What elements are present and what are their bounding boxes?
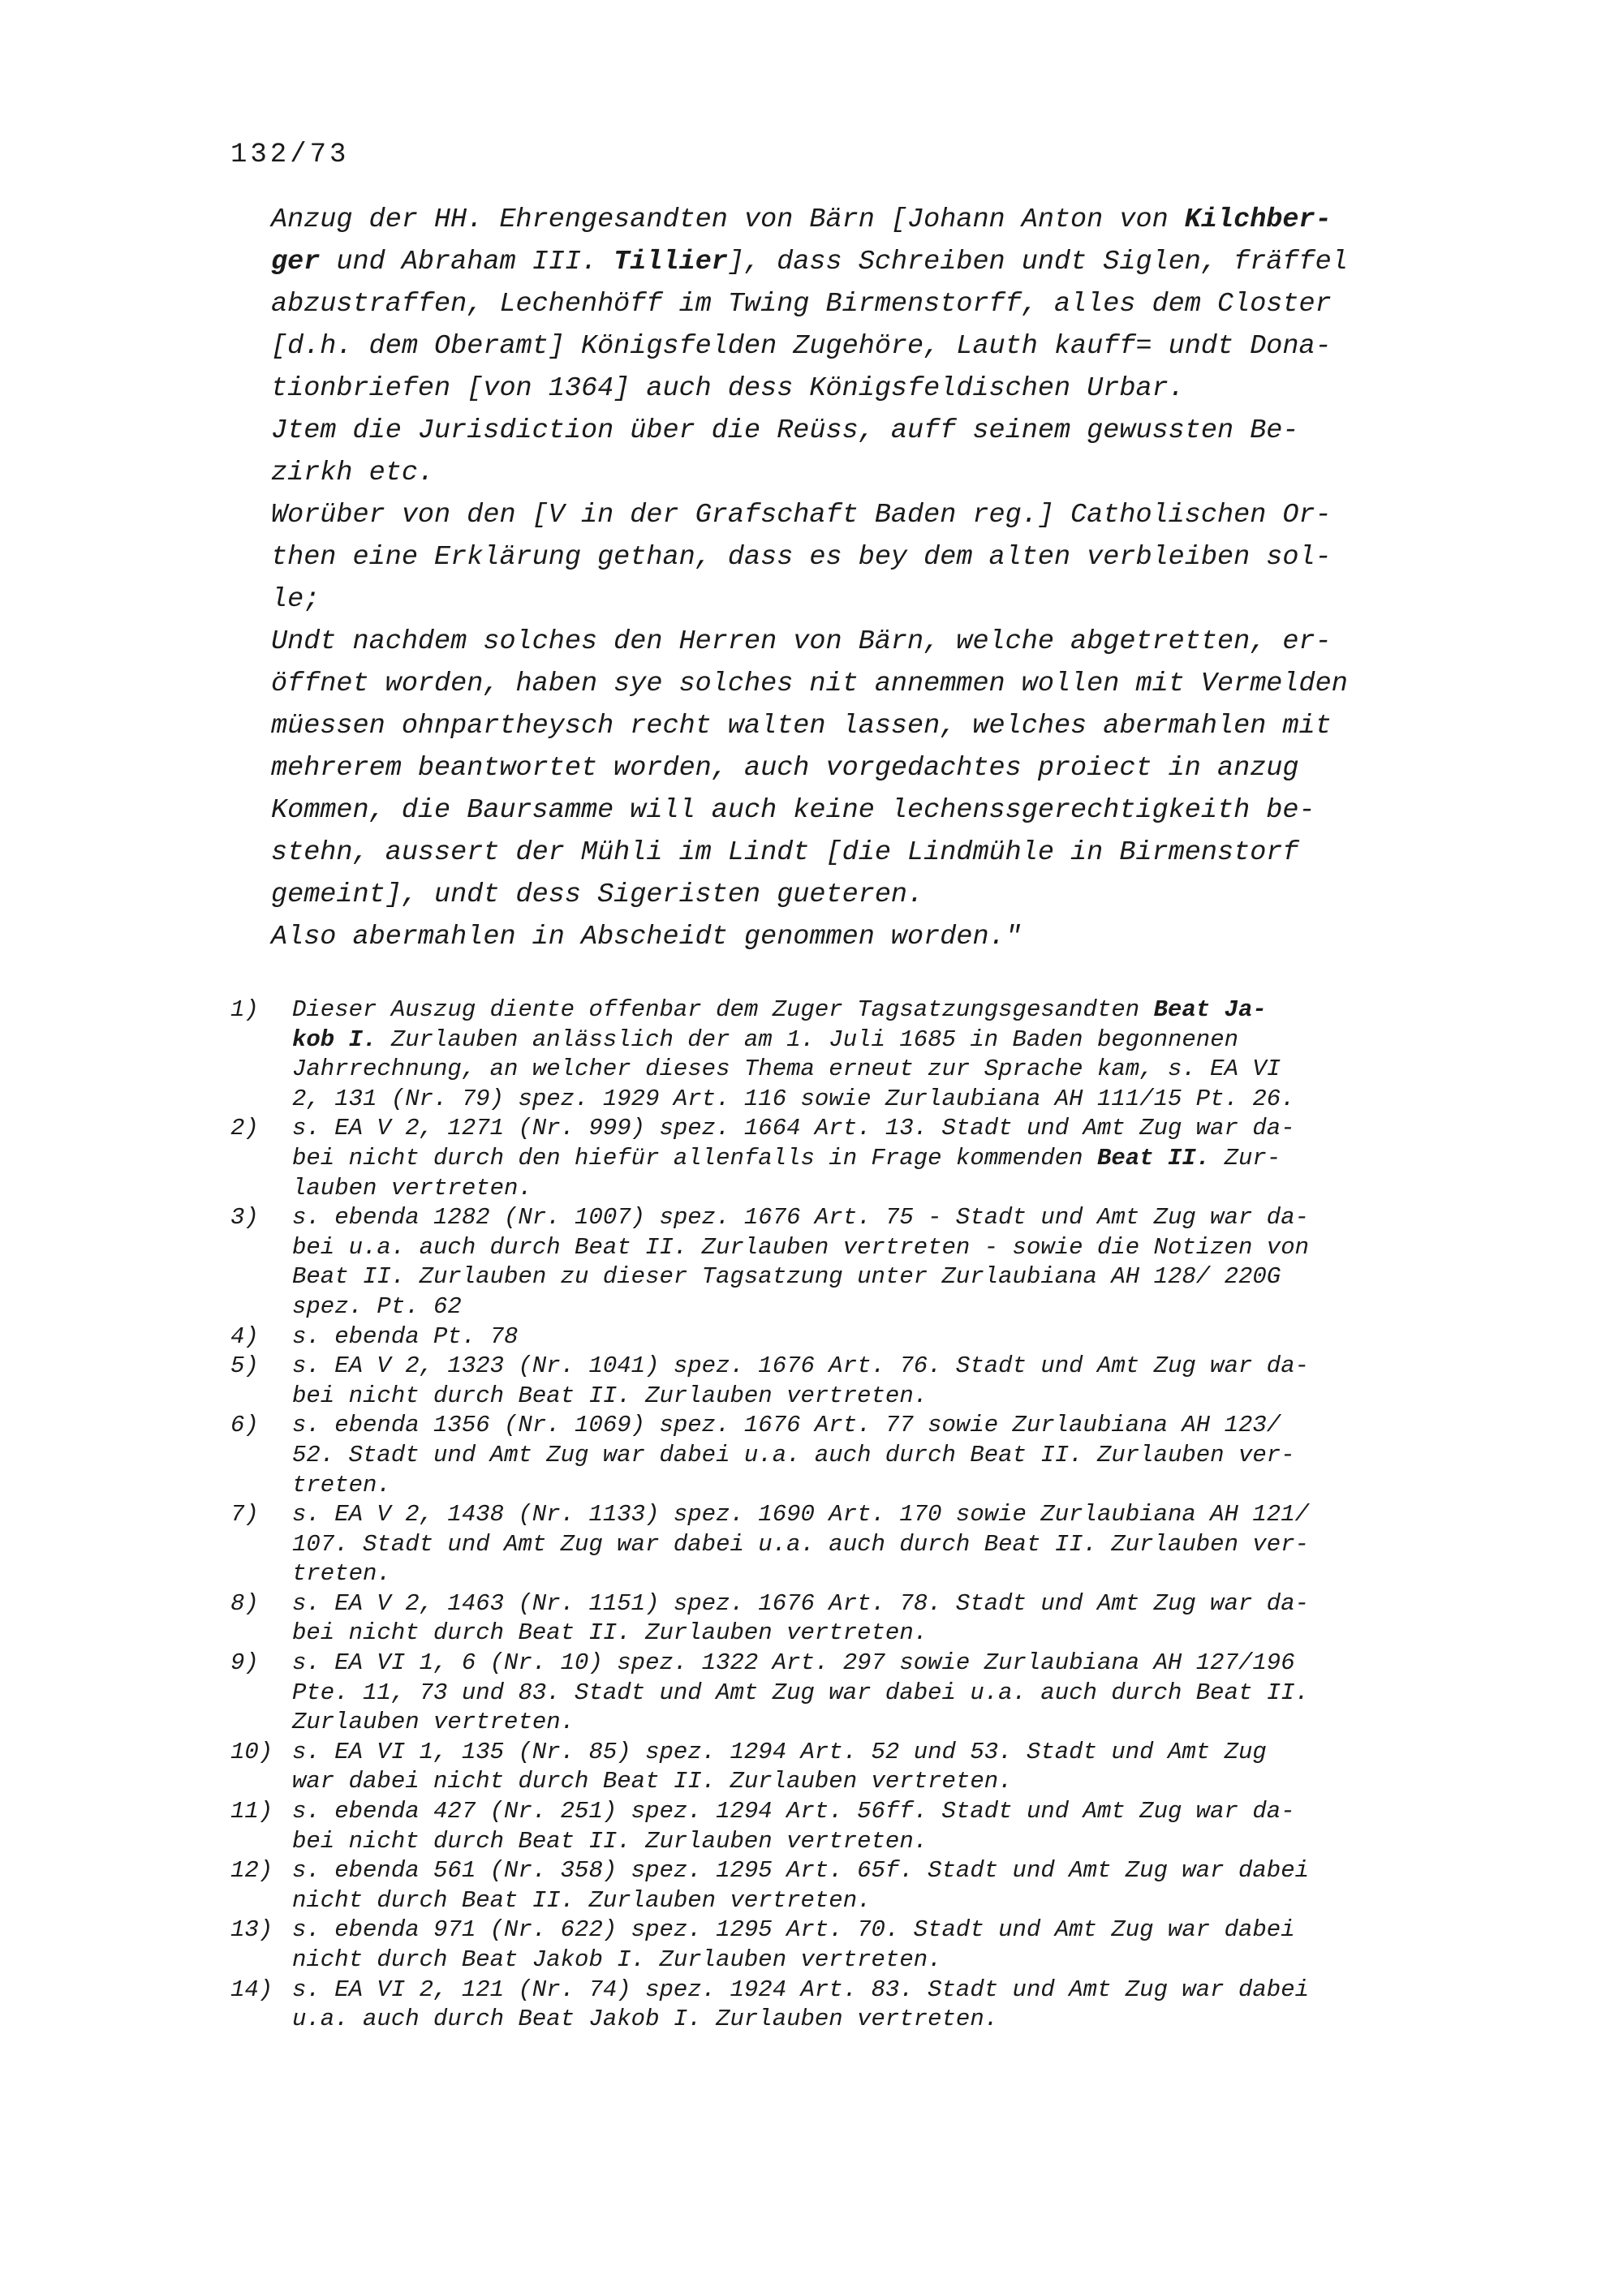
footnote-line xyxy=(292,1114,1496,1144)
text-run: gemeint], undt dess Sigeristen gueteren. xyxy=(271,879,924,910)
text-run: mehrerem beantwortet worden, auch vorgedachtes proiect in anzug xyxy=(271,753,1299,784)
footnote-line xyxy=(292,1382,1496,1412)
footnote xyxy=(230,1411,1496,1500)
text-run: bei u.a. auch durch Beat II. Zurlauben vertreten - sowie die Notizen von xyxy=(292,1233,1310,1261)
text-run: Also abermahlen in Abscheidt genommen worden." xyxy=(271,922,1022,952)
bold-name: ger xyxy=(271,247,321,277)
text-line xyxy=(271,241,1488,283)
footnote-line xyxy=(292,1797,1496,1827)
text-run: s. ebenda 1356 (Nr. 1069) spez. 1676 Art. 77 sowie Zurlaubiana AH 123/ xyxy=(292,1412,1281,1439)
footnote-line xyxy=(292,1233,1496,1263)
text-line xyxy=(271,747,1488,789)
text-run: Jahrrechnung, an welcher dieses Thema erneut zur Sprache kam, s. EA VI xyxy=(292,1056,1281,1083)
footnote xyxy=(230,1856,1496,1915)
footnote-line xyxy=(292,1976,1496,2006)
text-run: s. EA V 2, 1323 (Nr. 1041) spez. 1676 Art. 76. Stadt und Amt Zug war da- xyxy=(292,1352,1310,1380)
text-run: bei nicht durch den hiefür allenfalls in Frage kommenden xyxy=(292,1144,1097,1172)
footnote-number: 11) xyxy=(230,1798,273,1825)
footnote xyxy=(230,1915,1496,1975)
text-run: lauben vertreten. xyxy=(292,1174,532,1202)
footnote xyxy=(230,1322,1496,1352)
footnote xyxy=(230,1738,1496,1797)
text-run: nicht durch Beat Jakob I. Zurlauben vertreten. xyxy=(292,1946,942,1973)
text-run: Zurlauben anlässlich der am 1. Juli 1685 in Baden begonnenen xyxy=(377,1025,1238,1053)
text-run: 2, 131 (Nr. 79) spez. 1929 Art. 116 sowie Zurlaubiana AH 111/15 Pt. 26. xyxy=(292,1085,1295,1112)
bold-name: Kilchber- xyxy=(1184,204,1332,235)
footnote-line xyxy=(292,1174,1496,1204)
text-run: s. ebenda 971 (Nr. 622) spez. 1295 Art. 70. Stadt und Amt Zug war dabei xyxy=(292,1916,1295,1944)
footnote-line xyxy=(292,1589,1496,1619)
footnote xyxy=(230,1203,1496,1322)
footnote-line xyxy=(292,1915,1496,1946)
text-line xyxy=(271,874,1488,916)
text-run: Anzug der HH. Ehrengesandten von Bärn [Johann Anton von xyxy=(271,204,1185,235)
footnote-line xyxy=(292,1559,1496,1589)
footnote-line xyxy=(292,1530,1496,1560)
text-run: s. ebenda 1282 (Nr. 1007) spez. 1676 Art. 75 - Stadt und Amt Zug war da- xyxy=(292,1204,1310,1232)
footnote xyxy=(230,1352,1496,1411)
footnotes-block xyxy=(230,995,1496,2035)
text-run: tionbriefen [von 1364] auch dess Königsfeldischen Urbar. xyxy=(271,373,1185,404)
text-run: zirkh etc. xyxy=(271,458,435,488)
text-run: s. ebenda 561 (Nr. 358) spez. 1295 Art. 65f. Stadt und Amt Zug war dabei xyxy=(292,1857,1310,1885)
footnote-number: 6) xyxy=(230,1412,259,1439)
text-run: öffnet worden, haben sye solches nit annemmen wollen mit Vermelden xyxy=(271,669,1348,699)
bold-name: kob I. xyxy=(292,1025,377,1053)
text-line xyxy=(271,789,1488,832)
footnote-number: 2) xyxy=(230,1115,259,1142)
text-line xyxy=(271,578,1488,621)
text-run: bei nicht durch Beat II. Zurlauben vertreten. xyxy=(292,1827,928,1855)
text-run: ], dass Schreiben undt Siglen, fräffel xyxy=(727,247,1348,277)
text-run: s. EA V 2, 1271 (Nr. 999) spez. 1664 Art. 13. Stadt und Amt Zug war da- xyxy=(292,1115,1295,1142)
text-run: Jtem die Jurisdiction über die Reüss, auff seinem gewussten Be- xyxy=(271,415,1299,446)
footnote-number: 8) xyxy=(230,1589,259,1617)
footnote-line xyxy=(292,1649,1496,1679)
text-run: und Abraham III. xyxy=(320,247,614,277)
text-line xyxy=(271,832,1488,874)
text-line xyxy=(271,705,1488,747)
bold-name: Beat Ja- xyxy=(1153,996,1267,1023)
footnote-number: 1) xyxy=(230,996,259,1023)
footnote-line xyxy=(292,1055,1496,1085)
text-run: u.a. auch durch Beat Jakob I. Zurlauben vertreten. xyxy=(292,2006,999,2033)
footnote-number: 12) xyxy=(230,1857,273,1885)
text-run: 52. Stadt und Amt Zug war dabei u.a. auch durch Beat II. Zurlauben ver- xyxy=(292,1441,1295,1468)
text-line xyxy=(271,452,1488,494)
text-line xyxy=(271,325,1488,368)
text-run: s. EA VI 2, 121 (Nr. 74) spez. 1924 Art. 83. Stadt und Amt Zug war dabei xyxy=(292,1976,1310,2003)
text-run: Undt nachdem solches den Herren von Bärn, welche abgetretten, er- xyxy=(271,626,1332,657)
footnote-line xyxy=(292,1352,1496,1382)
text-run: s. EA V 2, 1463 (Nr. 1151) spez. 1676 Art. 78. Stadt und Amt Zug war da- xyxy=(292,1589,1310,1617)
footnote-number: 9) xyxy=(230,1649,259,1677)
footnote-line xyxy=(292,1827,1496,1857)
footnote xyxy=(230,1114,1496,1203)
footnote-number: 13) xyxy=(230,1916,273,1944)
text-run: war dabei nicht durch Beat II. Zurlauben vertreten. xyxy=(292,1768,1013,1795)
footnote-number: 10) xyxy=(230,1738,273,1765)
text-run: Kommen, die Baursamme will auch keine lechenssgerechtigkeith be- xyxy=(271,795,1315,826)
footnote-line xyxy=(292,1262,1496,1292)
footnote xyxy=(230,995,1496,1114)
footnote-line xyxy=(292,1144,1496,1174)
text-line xyxy=(271,536,1488,578)
bold-name: Beat II. xyxy=(1096,1144,1211,1172)
text-line xyxy=(271,368,1488,410)
text-line xyxy=(271,199,1488,241)
footnote-line xyxy=(292,995,1496,1025)
text-run: bei nicht durch Beat II. Zurlauben vertreten. xyxy=(292,1382,928,1409)
text-run: abzustraffen, Lechenhöff im Twing Birmenstorff, alles dem Closter xyxy=(271,289,1332,320)
text-run: Worüber von den [V in der Grafschaft Baden reg.] Catholischen Or- xyxy=(271,500,1332,531)
footnote-number: 4) xyxy=(230,1322,259,1350)
text-line xyxy=(271,494,1488,536)
footnote-line xyxy=(292,1679,1496,1709)
text-line xyxy=(271,283,1488,325)
text-run: s. ebenda 427 (Nr. 251) spez. 1294 Art. 56ff. Stadt und Amt Zug war da- xyxy=(292,1798,1295,1825)
footnote-line xyxy=(292,1708,1496,1738)
footnote-number: 5) xyxy=(230,1352,259,1380)
footnote-line xyxy=(292,1085,1496,1115)
footnote-line xyxy=(292,1411,1496,1441)
text-run: nicht durch Beat II. Zurlauben vertreten. xyxy=(292,1886,872,1914)
text-run: then eine Erklärung gethan, dass es bey dem alten verbleiben sol- xyxy=(271,542,1332,573)
main-text-block xyxy=(271,199,1488,958)
footnote-number: 3) xyxy=(230,1204,259,1232)
footnote xyxy=(230,1500,1496,1589)
footnote-line xyxy=(292,1946,1496,1976)
footnote-line xyxy=(292,1738,1496,1768)
text-run: spez. Pt. 62 xyxy=(292,1292,462,1320)
text-run: [d.h. dem Oberamt] Königsfelden Zugehöre, Lauth kauff= undt Dona- xyxy=(271,331,1332,362)
footnote-line xyxy=(292,1500,1496,1530)
footnote xyxy=(230,1797,1496,1856)
footnote-line xyxy=(292,1322,1496,1352)
text-run: Beat II. Zurlauben zu dieser Tagsatzung unter Zurlaubiana AH 128/ 220G xyxy=(292,1263,1281,1291)
footnote-line xyxy=(292,1025,1496,1056)
footnote-number: 14) xyxy=(230,1976,273,2003)
text-run: s. EA VI 1, 135 (Nr. 85) spez. 1294 Art. 52 und 53. Stadt und Amt Zug xyxy=(292,1738,1267,1765)
footnote-number: 7) xyxy=(230,1501,259,1529)
text-run: s. EA VI 1, 6 (Nr. 10) spez. 1322 Art. 297 sowie Zurlaubiana AH 127/196 xyxy=(292,1649,1295,1677)
footnote-line xyxy=(292,1856,1496,1886)
text-run: stehn, aussert der Mühli im Lindt [die Lindmühle in Birmenstorf xyxy=(271,837,1299,868)
footnote xyxy=(230,1589,1496,1649)
text-run: 107. Stadt und Amt Zug war dabei u.a. auch durch Beat II. Zurlauben ver- xyxy=(292,1530,1310,1558)
text-line xyxy=(271,663,1488,705)
text-line xyxy=(271,916,1488,958)
footnote xyxy=(230,1649,1496,1738)
text-run: s. EA V 2, 1438 (Nr. 1133) spez. 1690 Art. 170 sowie Zurlaubiana AH 121/ xyxy=(292,1501,1310,1529)
footnote xyxy=(230,1976,1496,2035)
text-run: s. ebenda Pt. 78 xyxy=(292,1322,519,1350)
text-run: Zurlauben vertreten. xyxy=(292,1709,575,1736)
text-run: Dieser Auszug diente offenbar dem Zuger Tagsatzungsgesandten xyxy=(292,996,1154,1023)
footnote-line xyxy=(292,1441,1496,1471)
text-run: treten. xyxy=(292,1471,391,1498)
text-line xyxy=(271,410,1488,452)
text-run: müessen ohnpartheysch recht walten lassen, welches abermahlen mit xyxy=(271,711,1332,742)
footnote-line xyxy=(292,1619,1496,1649)
text-run: Pte. 11, 73 und 83. Stadt und Amt Zug war dabei u.a. auch durch Beat II. xyxy=(292,1679,1310,1706)
footnote-line xyxy=(292,1292,1496,1322)
text-run: bei nicht durch Beat II. Zurlauben vertreten. xyxy=(292,1619,928,1647)
text-run: le; xyxy=(271,584,321,615)
text-run: Zur- xyxy=(1210,1144,1281,1172)
footnote-line xyxy=(292,1203,1496,1233)
footnote-line xyxy=(292,2005,1496,2035)
footnote-line xyxy=(292,1767,1496,1797)
text-line xyxy=(271,621,1488,663)
footnote-line xyxy=(292,1471,1496,1501)
text-run: treten. xyxy=(292,1560,391,1588)
footnote-line xyxy=(292,1886,1496,1916)
bold-name: Tillier xyxy=(613,247,728,277)
page-number: 132/73 xyxy=(230,140,350,170)
